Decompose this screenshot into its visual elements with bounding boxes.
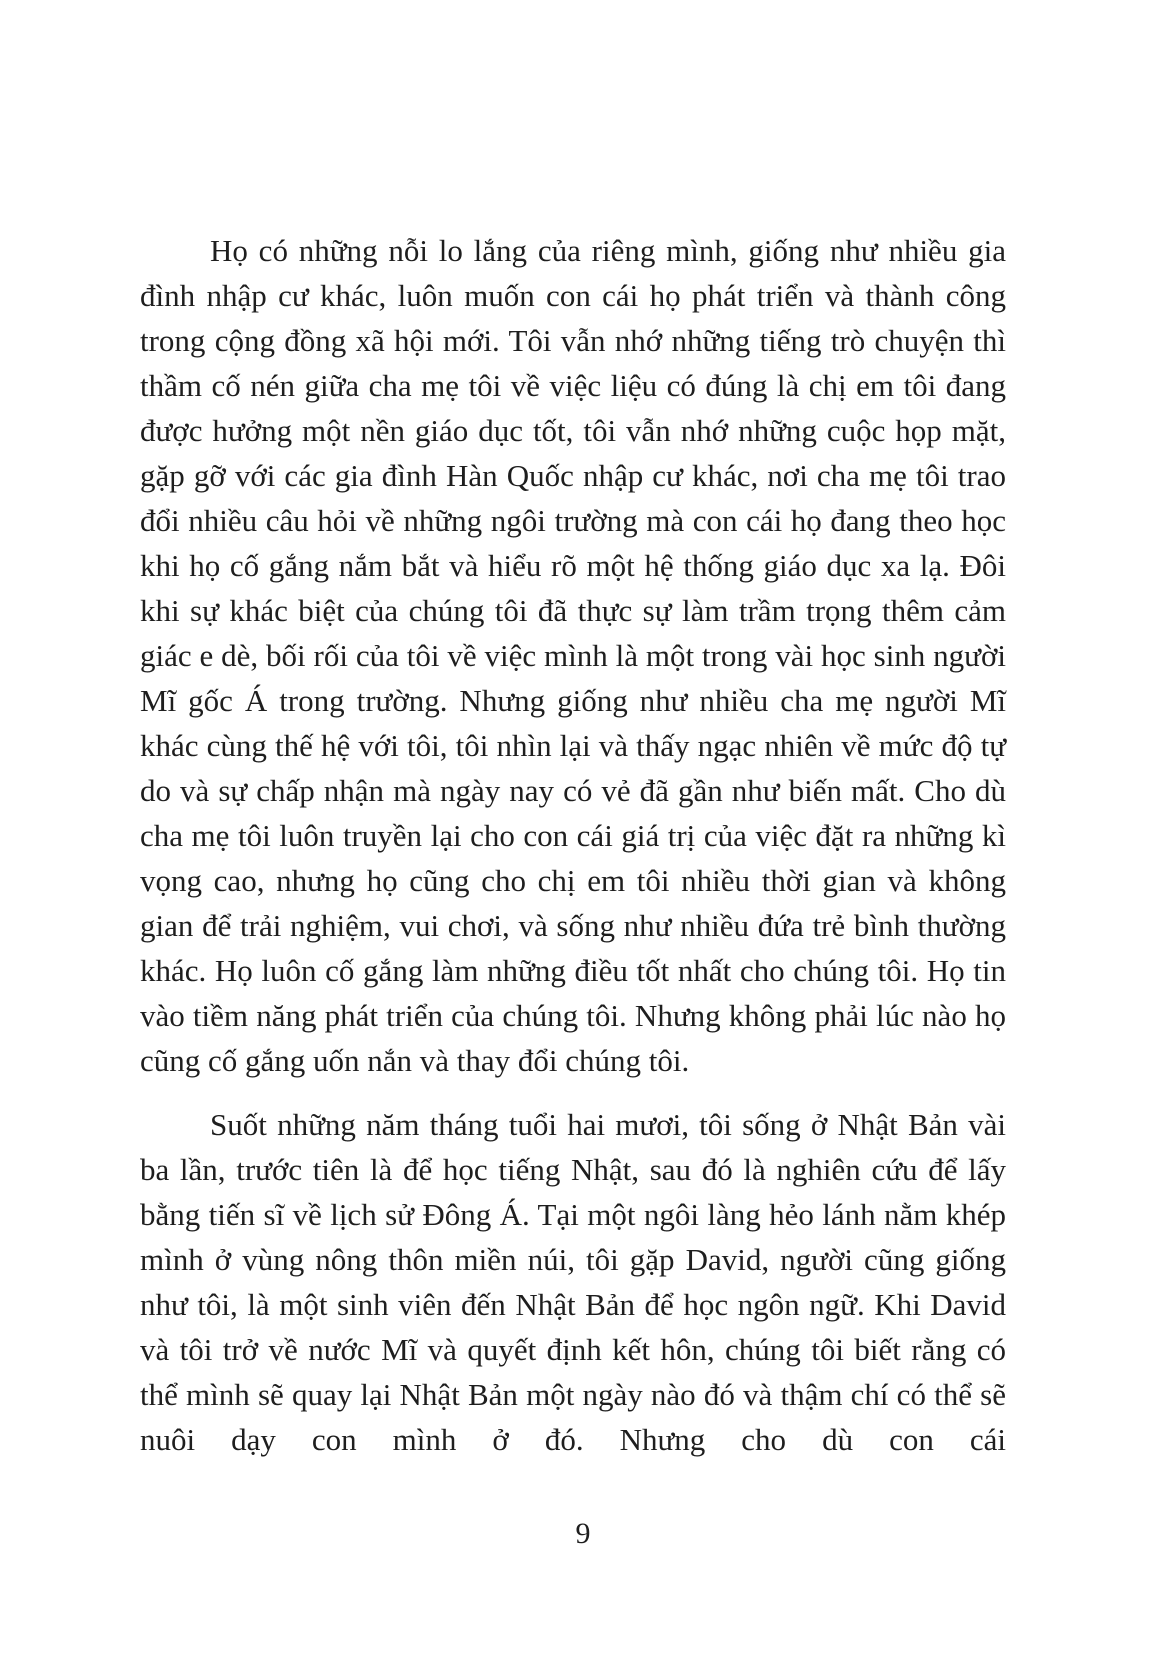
paragraph-2: Suốt những năm tháng tuổi hai mươi, tôi sống ở Nhật Bản vài ba lần, trước tiên là để học tiếng Nhật, sau đó là nghiên cứu để lấy bằng tiến sĩ về lịch sử Đông Á. Tại một ngôi làng hẻo lánh nằm khép mình ở vùng nông thôn miền núi, tôi gặp David, người cũng giống như tôi, là một sinh viên đến Nhật Bản để học ngôn ngữ. Khi David và tôi trở về nước Mĩ và quyết định kết hôn, chúng tôi biết rằng có thể mình sẽ quay lại Nhật Bản một ngày nào đó và thậm chí có thể sẽ nuôi dạy con mình ở đó. Nhưng cho dù con cái: [140, 1107, 1006, 1457]
page-number: 9: [575, 1517, 591, 1550]
paragraph-gap: [140, 1083, 1006, 1102]
page-body: [140, 228, 1006, 1462]
paragraph-1: Họ có những nỗi lo lắng của riêng mình, giống như nhiều gia đình nhập cư khác, luôn muốn con cái họ phát triển và thành công trong cộng đồng xã hội mới. Tôi vẫn nhớ những tiếng trò chuyện thì thầm cố nén giữa cha mẹ tôi về việc liệu có đúng là chị em tôi đang được hưởng một nền giáo dục tốt, tôi vẫn nhớ những cuộc họp mặt, gặp gỡ với các gia đình Hàn Quốc nhập cư khác, nơi cha mẹ tôi trao đổi nhiều câu hỏi về những ngôi trường mà con cái họ đang theo học khi họ cố gắng nắm bắt và hiểu rõ một hệ thống giáo dục xa lạ. Đôi khi sự khác biệt của chúng tôi đã thực sự làm trầm trọng thêm cảm giác e dè, bối rối của tôi về việc mình là một trong vài học sinh người Mĩ gốc Á trong trường. Nhưng giống như nhiều cha mẹ người Mĩ khác cùng thế hệ với tôi, tôi nhìn lại và thấy ngạc nhiên về mức độ tự do và sự chấp nhận mà ngày nay có vẻ đã gần như biến mất. Cho dù cha mẹ tôi luôn truyền lại cho con cái giá trị của việc đặt ra những kì vọng cao, nhưng họ cũng cho chị em tôi nhiều thời gian và không gian để trải nghiệm, vui chơi, và sống như nhiều đứa trẻ bình thường khác. Họ luôn cố gắng làm những điều tốt nhất cho chúng tôi. Họ tin vào tiềm năng phát triển của chúng tôi. Nhưng không phải lúc nào họ cũng cố gắng uốn nắn và thay đổi chúng tôi.: [140, 233, 1006, 1078]
